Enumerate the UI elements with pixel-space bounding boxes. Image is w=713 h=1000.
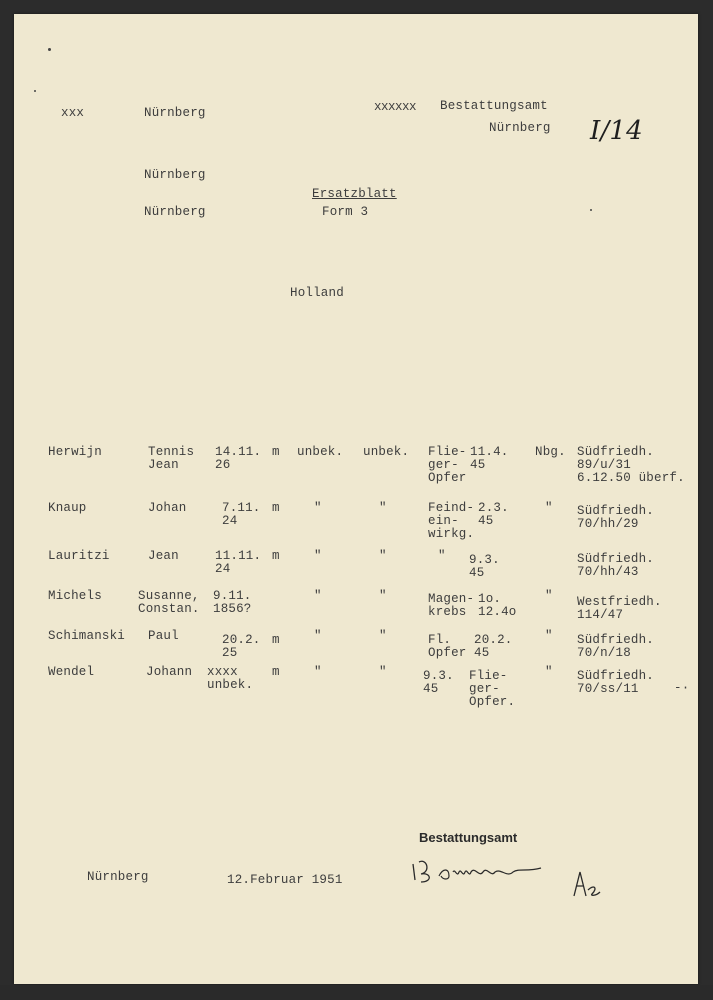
record-grave: Südfriedh. 70/hh/29 [577,504,655,531]
form-title: Ersatzblatt [312,187,397,201]
record-sex: m [272,549,280,563]
record-birth-date: 11.11. 24 [215,549,262,576]
record-cause: Feind- ein- wirkg. [428,501,475,541]
dash-mark: -· [674,681,690,695]
record-cause: Magen- krebs [428,592,475,619]
record-grave: Südfriedh. 89/u/31 6.12.50 überf. [577,445,685,485]
record-sex: m [272,665,280,679]
record-given-name: Jean [148,549,179,563]
header-office: Bestattungsamt [440,99,548,113]
record-birth-date: 14.11. 26 [215,445,262,472]
record-given-name: Tennis Jean [148,445,195,472]
record-given-name: Susanne, Constan. [138,589,200,616]
record-column-6: " [379,501,387,515]
record-column-6: " [379,629,387,643]
paper-mark [34,90,36,92]
record-given-name: Paul [148,629,179,643]
record-cause: Flie- ger- Opfer [428,445,467,485]
office-stamp: Bestattungsamt [419,830,518,845]
record-death-date: 2.3. 45 [478,501,509,528]
record-birth-date: 7.11. 24 [222,501,261,528]
record-grave: Südfriedh. 70/n/18 [577,633,655,660]
header-city-2: Nürnberg [144,168,206,182]
record-surname: Herwijn [48,445,102,459]
header-strikeout: xxxxxx [374,100,417,114]
record-cause: " [438,549,446,563]
record-sex: m [272,445,280,459]
record-surname: Schimanski [48,629,126,643]
record-death-date: 1o. 12.4o [478,592,517,619]
record-surname: Wendel [48,665,95,679]
record-place: " [545,629,553,643]
record-column-6: " [379,665,387,679]
record-column-5: " [314,665,322,679]
record-place: Nbg. [535,445,566,459]
record-place: " [545,501,553,515]
record-cause: 9.3. 45 [423,669,454,696]
record-sex: m [272,633,280,647]
record-grave: Südfriedh. 70/hh/43 [577,552,655,579]
record-column-5: " [314,549,322,563]
record-cause: Fl. Opfer [428,633,467,660]
footer-city: Nürnberg [87,870,149,884]
record-birth-date: 9.11. 1856? [213,589,252,616]
record-given-name: Johan [148,501,187,515]
header-city-3: Nürnberg [144,205,206,219]
record-given-name: Johann [146,665,193,679]
record-death-date: 20.2. 45 [474,633,513,660]
record-sex: m [272,501,280,515]
record-surname: Lauritzi [48,549,110,563]
record-death-date: 9.3. 45 [469,553,500,580]
handwritten-initials [566,866,606,902]
record-grave: Südfriedh. 70/ss/11 [577,669,655,696]
record-surname: Michels [48,589,102,603]
scan-border [0,985,713,1000]
record-column-6: " [379,589,387,603]
record-column-5: " [314,629,322,643]
record-column-6: unbek. [363,445,410,459]
file-reference-handwritten: I/14 [590,116,643,146]
record-death-date: Flie- ger- Opfer. [469,669,516,709]
record-surname: Knaup [48,501,87,515]
footer-date: 12.Februar 1951 [227,873,343,887]
record-column-5: unbek. [297,445,344,459]
paper-mark [48,48,51,51]
record-column-5: " [314,501,322,515]
header-left-code: xxx [61,106,85,120]
form-number: Form 3 [322,205,369,219]
record-death-date: 11.4. 45 [470,445,509,472]
header-office-city: Nürnberg [489,121,551,135]
record-place: " [545,665,553,679]
country-heading: Holland [290,286,344,300]
record-grave: Westfriedh. 114/47 [577,595,662,622]
handwritten-signature [409,850,549,886]
record-birth-date: 20.2. 25 [222,633,261,660]
paper-mark [590,209,592,211]
record-column-5: " [314,589,322,603]
document-page [14,14,698,984]
record-column-6: " [379,549,387,563]
record-place: " [545,589,553,603]
record-birth-date: xxxx unbek. [207,665,254,692]
header-city-1: Nürnberg [144,106,206,120]
